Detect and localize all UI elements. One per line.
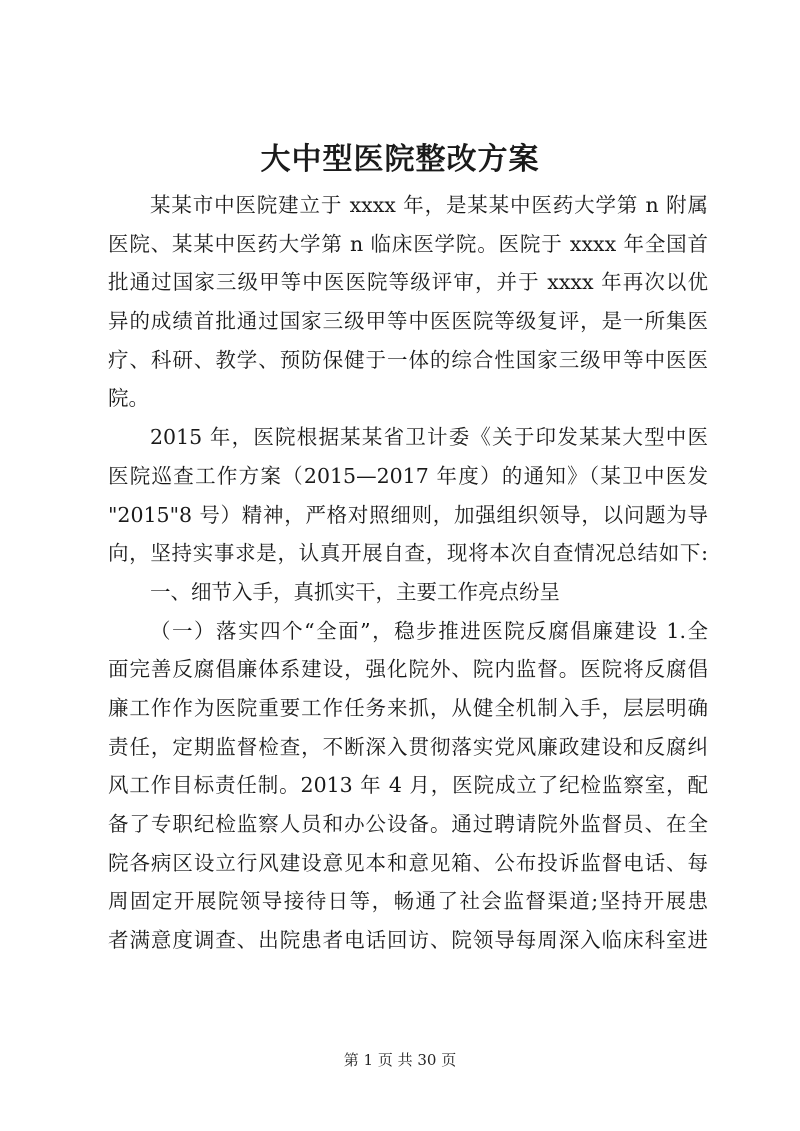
- body-line: 者满意度调查、出院患者电话回访、院领导每周深入临床科室进: [108, 928, 708, 953]
- body-line: 廉工作作为医院重要工作任务来抓，从健全机制入手，层层明确: [108, 695, 708, 720]
- body-line: 责任，定期监督检查，不断深入贯彻落实党风廉政建设和反腐纠: [108, 734, 708, 759]
- body-line: "2015"8 号）精神，严格对照细则，加强组织领导，以问题为导: [108, 502, 708, 527]
- body-line: （一）落实四个“全面”，稳步推进医院反腐倡廉建设 1.全: [150, 618, 708, 643]
- body-line: 院各病区设立行风建设意见本和意见箱、公布投诉监督电话、每: [108, 850, 708, 875]
- body-line: 面完善反腐倡廉体系建设，强化院外、院内监督。医院将反腐倡: [108, 657, 708, 682]
- body-line: 疗、科研、教学、预防保健于一体的综合性国家三级甲等中医医: [108, 347, 708, 372]
- body-line: 批通过国家三级甲等中医医院等级评审，并于 xxxx 年再次以优: [108, 270, 708, 295]
- body-line: 某某市中医院建立于 xxxx 年，是某某中医药大学第 n 附属: [150, 193, 708, 217]
- body-line: 医院巡查工作方案（2015—2017 年度）的通知》（某卫中医发: [108, 463, 708, 488]
- body-line: 2015 年，医院根据某某省卫计委《关于印发某某大型中医: [150, 425, 708, 450]
- page-footer: 第 1 页 共 30 页: [343, 1051, 457, 1069]
- body-line: 异的成绩首批通过国家三级甲等中医医院等级复评，是一所集医: [108, 309, 708, 334]
- document-body: [108, 186, 708, 960]
- document-title: 大中型医院整改方案: [260, 142, 540, 177]
- body-line: 向，坚持实事求是，认真开展自查，现将本次自查情况总结如下:: [108, 541, 708, 566]
- body-line: 备了专职纪检监察人员和办公设备。通过聘请院外监督员、在全: [108, 812, 708, 836]
- body-line: 风工作目标责任制。2013 年 4 月，医院成立了纪检监察室，配: [108, 773, 708, 798]
- body-line: 院。: [108, 386, 149, 411]
- body-line: 医院、某某中医药大学第 n 临床医学院。医院于 xxxx 年全国首: [108, 231, 708, 256]
- body-line: 周固定开展院领导接待日等，畅通了社会监督渠道;坚持开展患: [108, 889, 708, 914]
- section-heading: 一、细节入手，真抓实干，主要工作亮点纷呈: [150, 579, 560, 604]
